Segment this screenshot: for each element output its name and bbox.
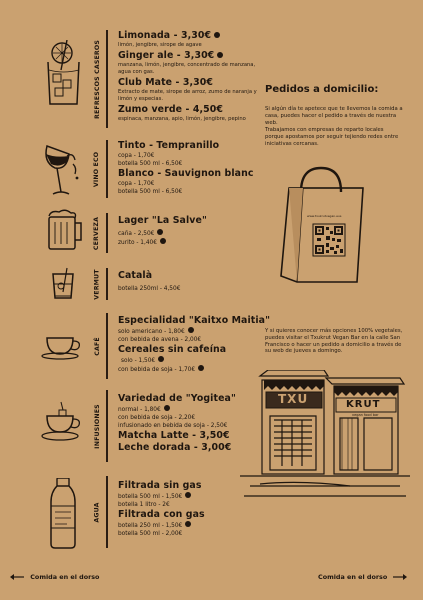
sign-krut: KRUT bbox=[346, 399, 381, 410]
sign-txu: TXU bbox=[278, 392, 309, 406]
gluten-icon bbox=[157, 229, 163, 235]
price-line: caña - 2,50€ bbox=[118, 229, 278, 238]
menu-item-desc: manzana, limón, jengibre, concentrado de manzana, agua con gas. bbox=[118, 62, 256, 75]
price-line: copa - 1,70€ bbox=[118, 153, 155, 159]
footer-left-link[interactable] bbox=[10, 573, 99, 581]
menu-item-title: Blanco - Sauvignon blanc bbox=[118, 168, 254, 179]
menu-item-title: Club Mate - 3,30€ bbox=[118, 77, 214, 88]
price-line: zurito - 1,40€ bbox=[118, 238, 278, 247]
arrow-right-icon bbox=[393, 574, 407, 580]
category-divider bbox=[106, 313, 108, 379]
delivery-text-1: Si algún día te apetece que te llevemos la comida a casa, puedes hacer el pedido a través de nuestra web. bbox=[265, 106, 403, 126]
category-divider bbox=[106, 476, 108, 548]
section-vermut bbox=[118, 270, 278, 293]
gluten-icon bbox=[185, 492, 191, 498]
shopping-bag-qr[interactable] bbox=[277, 164, 367, 286]
vermouth-glass-icon bbox=[39, 266, 91, 302]
menu-item-title: Variedad de "Yogitea" bbox=[118, 393, 236, 404]
price-line: botella 250 ml - 1,50€ bbox=[118, 521, 278, 530]
gluten-icon bbox=[185, 521, 191, 527]
beer-mug-icon bbox=[39, 208, 91, 252]
category-cerveza: CERVEZA bbox=[93, 216, 101, 250]
price-line: infusionado en bebida de soja - 2,50€ bbox=[118, 423, 228, 429]
bag-url: www.txukrutvegan.eus bbox=[307, 214, 342, 218]
menu-item-title: Matcha Latte - 3,50€ bbox=[118, 430, 230, 441]
menu-item-title: Filtrada con gas bbox=[118, 509, 205, 520]
price-line: botella 500 ml - 6,50€ bbox=[118, 161, 183, 167]
menu-item-desc: Extracto de mate, sirope de arroz, zumo de naranja y limón y especias. bbox=[118, 89, 257, 102]
category-refrescos: REFRESCOS CASEROS bbox=[93, 39, 101, 119]
category-infusiones: INFUSIONES bbox=[93, 403, 101, 449]
section-vino bbox=[118, 140, 278, 196]
water-bottle-icon bbox=[39, 478, 91, 550]
price-line: solo - 1,50€ bbox=[118, 356, 278, 365]
menu-item-desc: limón, jengibre, sirope de agave bbox=[118, 42, 202, 48]
bean-icon bbox=[188, 327, 194, 333]
footer-right-link[interactable] bbox=[318, 573, 407, 581]
menu-item-title: Limonada - 3,30€ bbox=[118, 30, 278, 42]
price-line: botella 1 litro - 2€ bbox=[118, 502, 170, 508]
category-divider bbox=[106, 30, 108, 128]
menu-item-title: Ginger ale - 3,30€ bbox=[118, 50, 278, 62]
menu-item-title: Filtrada sin gas bbox=[118, 480, 202, 491]
section-cerveza bbox=[118, 215, 278, 247]
gluten-icon bbox=[198, 365, 204, 371]
price-line: botella 250ml - 4,50€ bbox=[118, 286, 181, 292]
delivery-title: Pedidos a domicilio: bbox=[265, 84, 379, 95]
price-line: botella 500 ml - 1,50€ bbox=[118, 492, 278, 501]
footer-right-text: Comida en el dorso bbox=[318, 573, 388, 581]
category-divider bbox=[106, 268, 108, 300]
section-cafe bbox=[118, 315, 278, 374]
category-vino: VINO ECO bbox=[93, 151, 101, 187]
price-line: copa - 1,70€ bbox=[118, 181, 155, 187]
coffee-cup-icon bbox=[39, 330, 91, 362]
price-line: botella 500 ml - 6,50€ bbox=[118, 189, 183, 195]
delivery-text-2: Trabajamos con empresas de reparto locales porque apostamos por seguir tejiendo redes entre iniciativas cercanas. bbox=[265, 127, 399, 147]
menu-item-title: Lager "La Salve" bbox=[118, 215, 207, 226]
menu-item-title: Leche dorada - 3,00€ bbox=[118, 442, 232, 453]
category-divider bbox=[106, 390, 108, 462]
gluten-icon bbox=[164, 405, 170, 411]
lemonade-glass-icon bbox=[39, 40, 91, 108]
section-refrescos bbox=[118, 30, 278, 123]
price-line: botella 500 ml - 2,00€ bbox=[118, 531, 183, 537]
menu-item-title: Tinto - Tempranillo bbox=[118, 140, 220, 151]
ginger-icon bbox=[217, 52, 223, 58]
footer-left-text: Comida en el dorso bbox=[30, 573, 100, 581]
category-vermut: VERMUT bbox=[93, 268, 101, 300]
category-cafe: CAFÉ bbox=[93, 336, 101, 356]
gluten-icon bbox=[158, 356, 164, 362]
vegan-bar-text: Y si quieres conocer más opciones 100% vegetales, puedes visitar el Txukrut Vegan Bar en la calle San Francisco o hacer un pedido a domicilio a través de su web de jueves a domingo. bbox=[265, 328, 403, 355]
gluten-icon bbox=[160, 238, 166, 244]
menu-item-title: Cereales sin cafeína bbox=[118, 344, 227, 355]
sign-small: vegan food bar bbox=[352, 413, 379, 417]
ginger-icon bbox=[214, 32, 220, 38]
price-line: normal - 1,80€ bbox=[118, 405, 278, 414]
menu-item-desc: espinaca, manzana, apio, limón, jengibre, pepino bbox=[118, 116, 246, 122]
category-divider bbox=[106, 140, 108, 198]
price-line: con bebida de soja - 2,20€ bbox=[118, 415, 196, 421]
price-line: solo americano - 1,80€ bbox=[118, 327, 278, 336]
menu-item-title: Especialidad "Kaitxo Maitia" bbox=[118, 315, 271, 326]
wine-glass-icon bbox=[39, 142, 91, 202]
storefront-illustration bbox=[240, 370, 410, 500]
price-line: con bebida de soja - 1,70€ bbox=[118, 365, 278, 374]
tea-cup-icon bbox=[39, 400, 91, 444]
category-agua: AGUA bbox=[93, 501, 101, 523]
category-divider bbox=[106, 213, 108, 253]
price-line: con bebida de avena - 2,00€ bbox=[118, 337, 202, 343]
menu-item-title: Zumo verde - 4,50€ bbox=[118, 104, 223, 115]
arrow-left-icon bbox=[10, 574, 24, 580]
menu-item-title: Català bbox=[118, 270, 153, 281]
